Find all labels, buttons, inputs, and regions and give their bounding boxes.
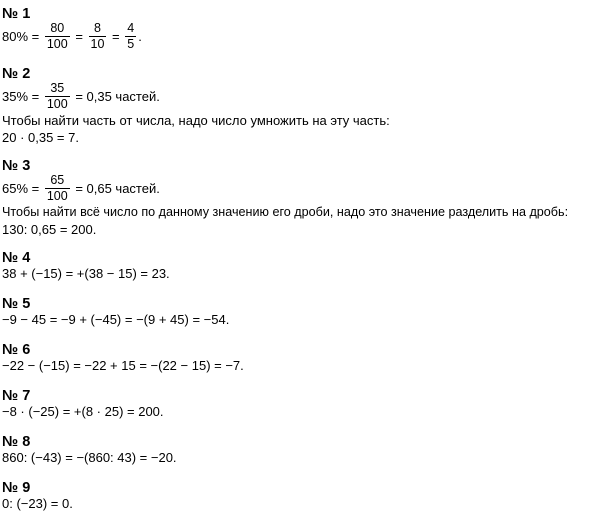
equation-prefix: 65% = — [2, 181, 43, 196]
fraction-80-100 — [45, 22, 70, 51]
problem-3-calculation: 130: 0,65 = 200. — [2, 222, 97, 237]
problem-4-title: № 4 — [2, 250, 31, 266]
equals-sign: = — [108, 29, 124, 44]
equation-prefix: 35% = — [2, 89, 43, 104]
problem-9-title: № 9 — [2, 480, 31, 496]
fraction-numerator: 8 — [94, 21, 101, 35]
problem-1-equation — [2, 22, 142, 51]
problem-6-calculation: −22 − (−15) = −22 + 15 = −(22 − 15) = −7. — [2, 358, 244, 373]
fraction-numerator: 65 — [50, 173, 65, 187]
problem-3-equation — [2, 174, 160, 203]
fraction-numerator: 80 — [50, 21, 65, 35]
fraction-35-100 — [45, 82, 70, 111]
problem-1-title: № 1 — [2, 6, 31, 22]
problem-9-calculation: 0: (−23) = 0. — [2, 496, 73, 511]
problem-2-rule-text: Чтобы найти часть от числа, надо число умножить на эту часть: — [2, 113, 390, 128]
equals-sign: = — [71, 29, 87, 44]
problem-8-calculation: 860: (−43) = −(860: 43) = −20. — [2, 450, 177, 465]
equation-suffix: . — [138, 29, 142, 44]
problem-5-title: № 5 — [2, 296, 31, 312]
problem-3-title: № 3 — [2, 158, 31, 174]
fraction-numerator: 4 — [127, 21, 135, 35]
fraction-65-100 — [45, 174, 70, 203]
problem-2-title: № 2 — [2, 66, 31, 82]
problem-2-equation — [2, 82, 160, 111]
fraction-denominator: 100 — [46, 189, 68, 203]
problem-6-title: № 6 — [2, 342, 31, 358]
problem-2-calculation: 20 · 0,35 = 7. — [2, 130, 79, 145]
problem-7-calculation: −8 · (−25) = +(8 · 25) = 200. — [2, 404, 164, 419]
problem-3-rule-text: Чтобы найти всё число по данному значению его дроби, надо это значение разделить на дробь: — [2, 205, 569, 219]
problem-8-title: № 8 — [2, 434, 31, 450]
equation-suffix: = 0,65 частей. — [71, 181, 160, 196]
equation-suffix: = 0,35 частей. — [71, 89, 160, 104]
fraction-8-10 — [89, 22, 107, 51]
fraction-denominator: 10 — [90, 37, 105, 51]
problem-5-calculation: −9 − 45 = −9 + (−45) = −(9 + 45) = −54. — [2, 312, 230, 327]
problem-4-calculation: 38 + (−15) = +(38 − 15) = 23. — [2, 266, 170, 281]
fraction-denominator: 100 — [46, 97, 68, 111]
fraction-4-5 — [125, 22, 136, 51]
problem-7-title: № 7 — [2, 388, 31, 404]
fraction-denominator: 5 — [127, 37, 135, 51]
fraction-numerator: 35 — [50, 81, 65, 95]
equation-prefix: 80% = — [2, 29, 43, 44]
fraction-denominator: 100 — [46, 37, 68, 51]
